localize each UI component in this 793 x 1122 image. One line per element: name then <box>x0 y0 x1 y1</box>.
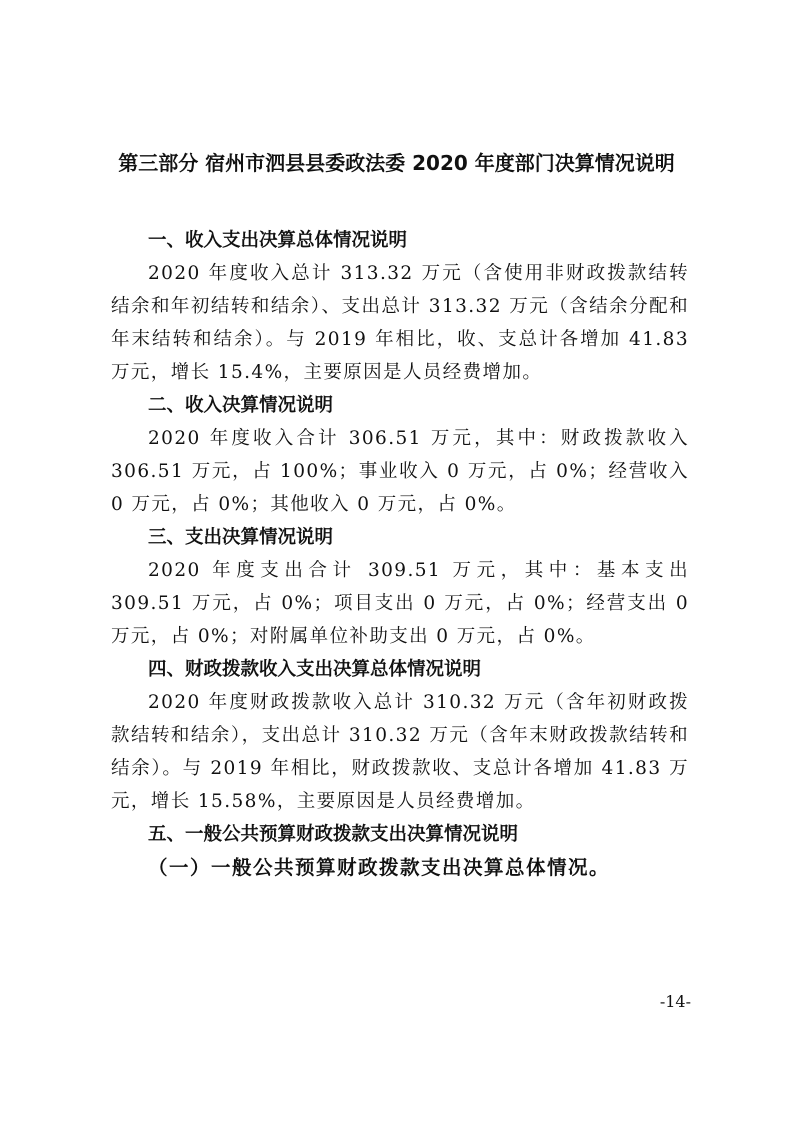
section-heading: 四、财政拨款收入支出决算总体情况说明 <box>148 659 482 680</box>
document-body <box>111 224 689 884</box>
section-paragraph: 2020 年度收入合计 306.51 万元，其中：财政拨款收入 306.51 万元，占 100%；事业收入 0 万元，占 0%；经营收入 0 万元，占 0%；其他收入 0 万元，占 0%。 <box>111 428 689 515</box>
section-income-expenditure-overview <box>111 224 689 389</box>
section-expenditure <box>111 521 689 653</box>
section-paragraph: 2020 年度财政拨款收入总计 310.32 万元（含年初财政拨款结转和结余），支出总计 310.32 万元（含年末财政拨款结转和结余）。与 2019 年相比，财政拨款收、支总计各增加 41.83 万元，增长 15.58%，主要原因是人员经费增加。 <box>111 692 689 812</box>
section-paragraph: 2020 年度支出合计 309.51 万元，其中：基本支出 309.51 万元，占 0%；项目支出 0 万元，占 0%；经营支出 0 万元，占 0%；对附属单位补助支出 0 万元，占 0%。 <box>111 560 689 647</box>
section-heading: 一、收入支出决算总体情况说明 <box>148 230 408 251</box>
section-subheading: （一）一般公共预算财政拨款支出决算总体情况。 <box>148 856 611 879</box>
section-paragraph: 2020 年度收入总计 313.32 万元（含使用非财政拨款结转结余和年初结转和结余）、支出总计 313.32 万元（含结余分配和年末结转和结余）。与 2019 年相比，收、支总计各增加 41.83 万元，增长 15.4%，主要原因是人员经费增加。 <box>111 263 689 383</box>
section-heading: 二、收入决算情况说明 <box>148 395 334 416</box>
section-heading: 五、一般公共预算财政拨款支出决算情况说明 <box>148 824 519 845</box>
document-title: 第三部分 宿州市泗县县委政法委 2020 年度部门决算情况说明 <box>118 151 675 175</box>
section-heading: 三、支出决算情况说明 <box>148 527 334 548</box>
section-income <box>111 389 689 521</box>
section-fiscal-appropriation <box>111 653 689 818</box>
section-general-budget <box>111 818 689 884</box>
page-number: -14- <box>659 992 691 1011</box>
